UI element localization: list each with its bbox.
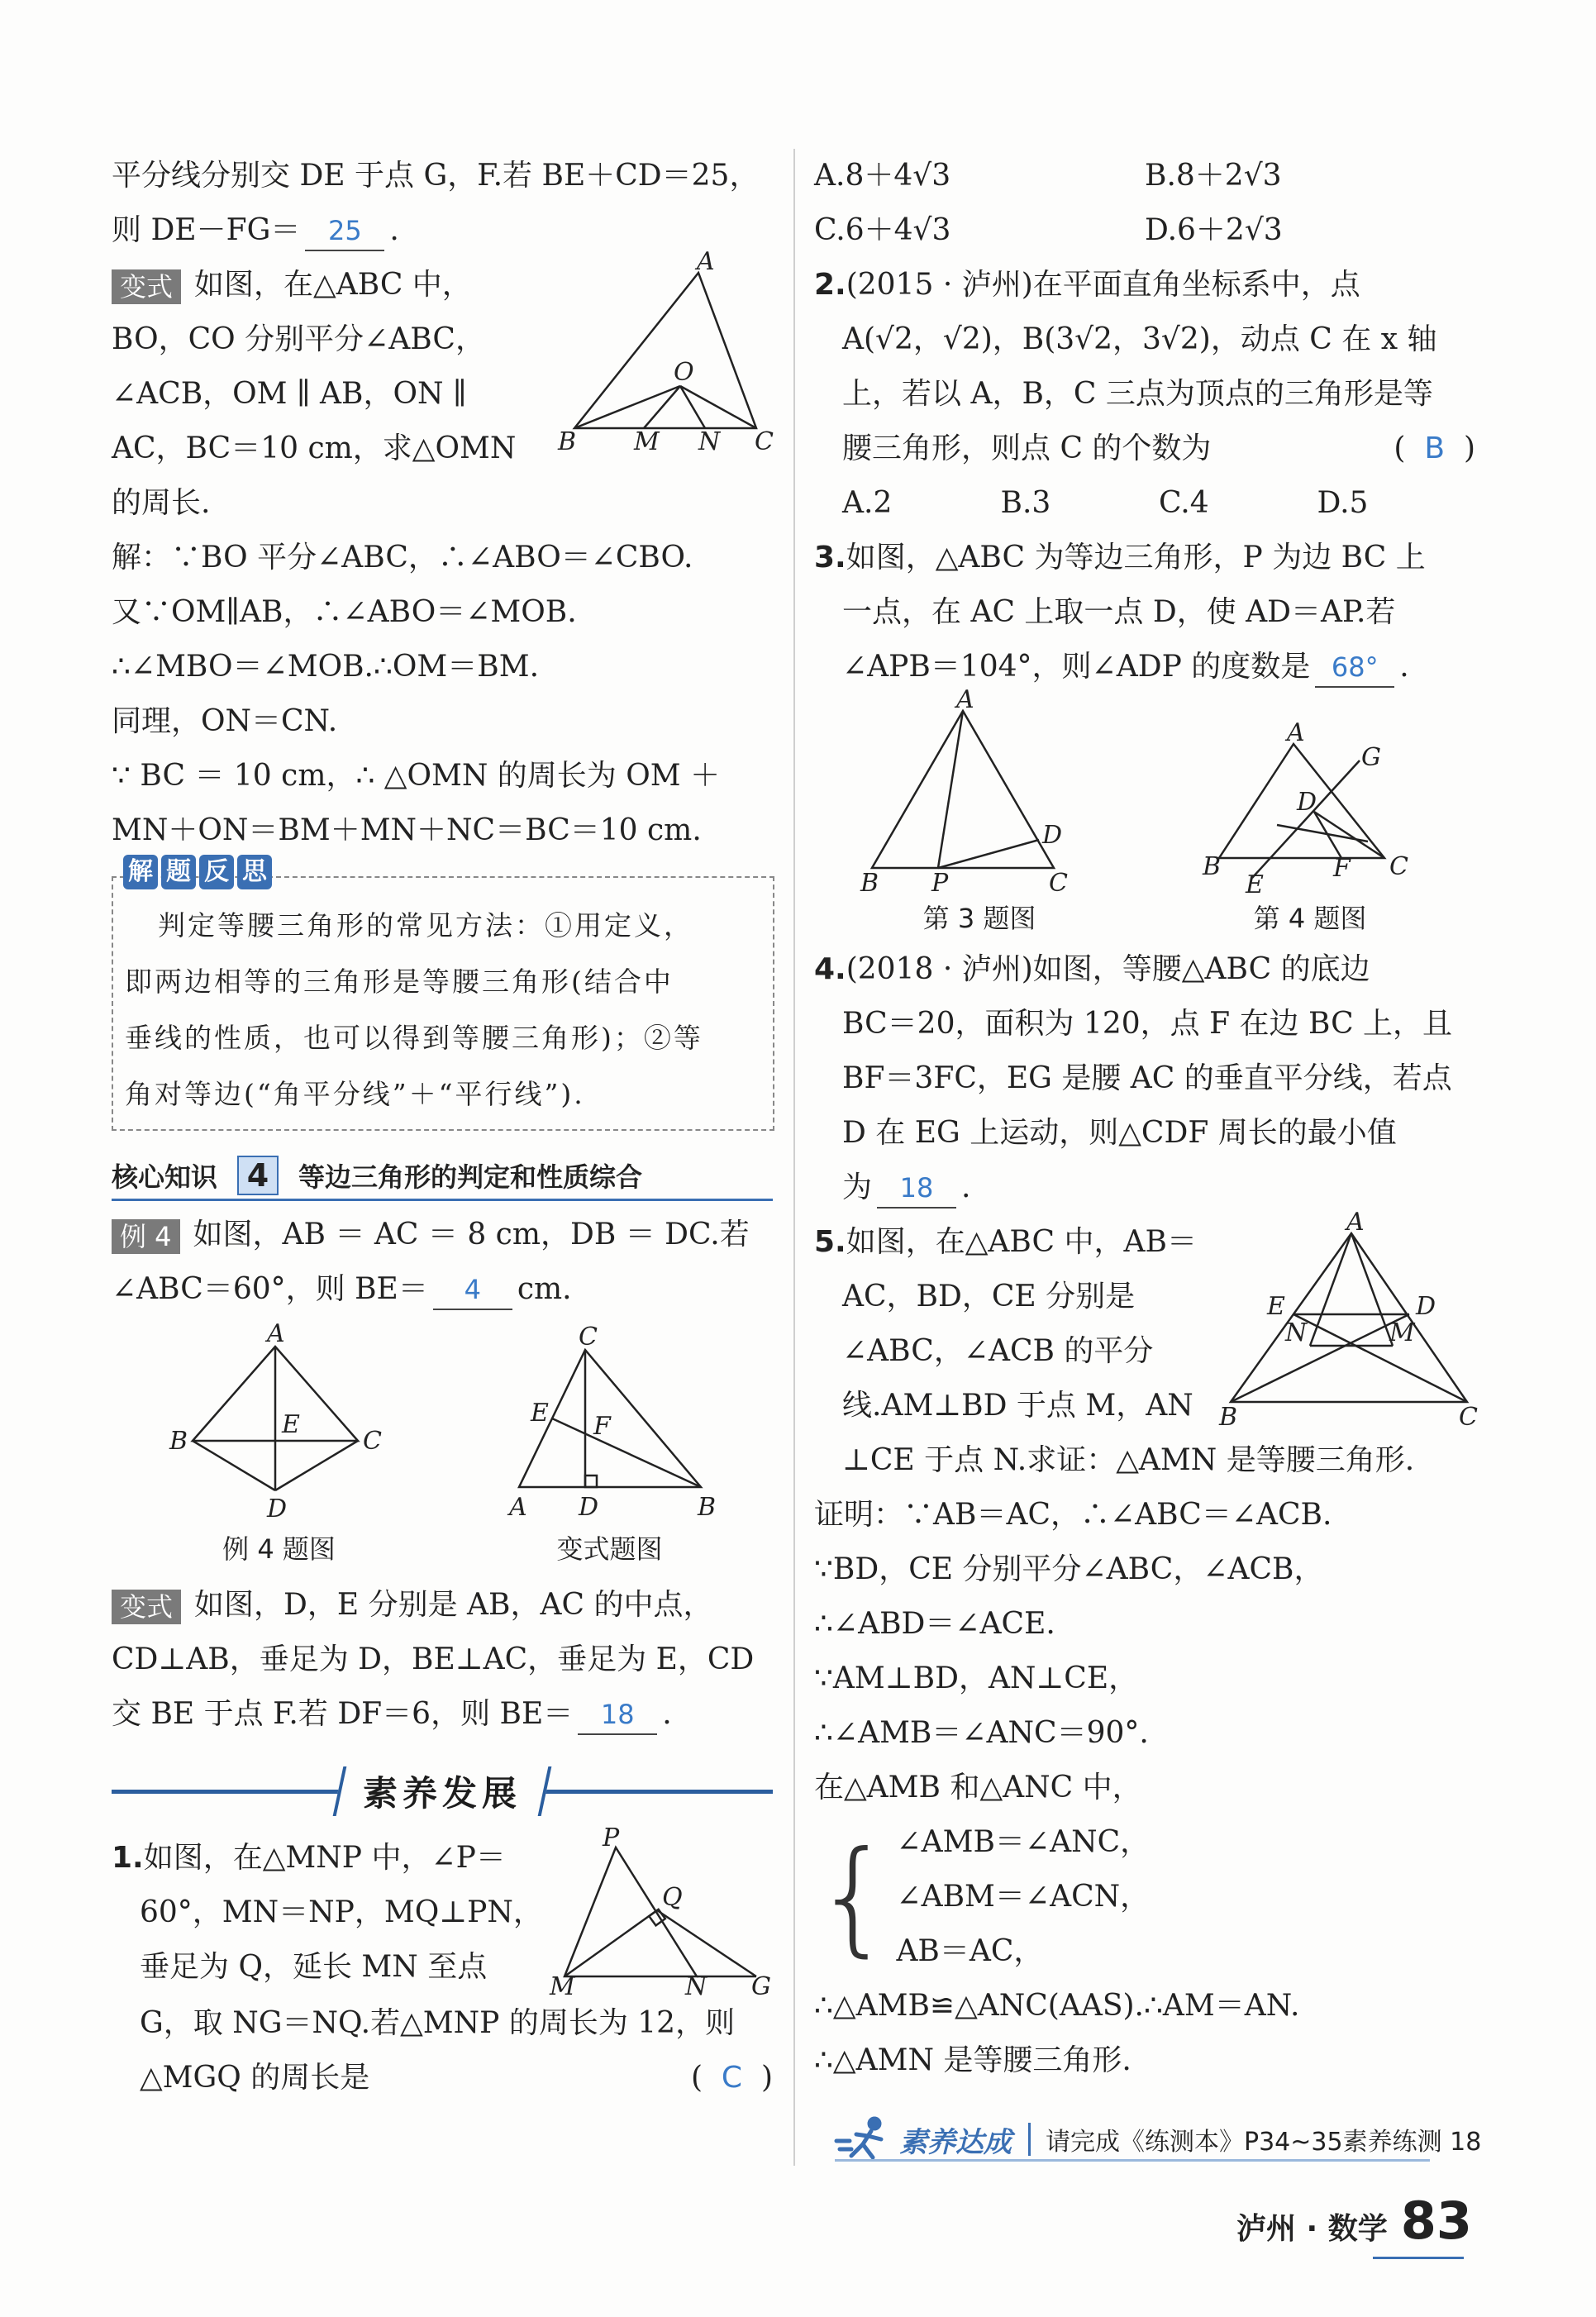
label-N: N xyxy=(698,427,721,456)
column-divider xyxy=(793,149,795,2166)
core-knowledge-header xyxy=(112,1152,773,1201)
option: D.6＋2√3 xyxy=(1145,213,1283,247)
page-footer xyxy=(1236,2191,1472,2251)
text-segment: ∠APB＝104°，则∠ADP 的度数是 xyxy=(842,650,1311,684)
proof-line: ∵BD，CE 分别平分∠ABC，∠ACB， xyxy=(814,1552,1324,1586)
label-B: B xyxy=(697,1493,716,1522)
figure-omn xyxy=(558,247,774,456)
label-C: C xyxy=(1389,852,1408,881)
banner-underline xyxy=(835,2159,1430,2162)
reflection-line: 即两边相等的三角形是等腰三角形(结合中 xyxy=(125,965,674,998)
text-segment: 如图，△ABC 为等边三角形，P 为边 BC 上 xyxy=(846,541,1426,574)
proof-line: ∴∠ABD＝∠ACE. xyxy=(814,1607,1055,1641)
banner-text: 请完成《练测本》P34~35素养练测 18 xyxy=(1046,2128,1482,2157)
figure-4 xyxy=(1186,718,1434,936)
system-line: ∠AMB＝∠ANC， xyxy=(896,1825,1151,1859)
reflection-line: 判定等腰三角形的常见方法：①用定义， xyxy=(158,909,693,942)
text-line xyxy=(112,1262,773,1317)
section-title-text: 素养发展 xyxy=(362,1773,522,1814)
page-number: 83 xyxy=(1400,2191,1472,2251)
option: C.4 xyxy=(1159,486,1209,520)
label-D: D xyxy=(1297,788,1317,817)
answer-blank: 68° xyxy=(1315,648,1394,688)
proof-line: 在△AMB 和△ANC 中， xyxy=(814,1771,1142,1804)
label-C: C xyxy=(1459,1403,1478,1432)
proof-line: ∵AM⊥BD，AN⊥CE， xyxy=(814,1661,1139,1695)
text-line xyxy=(814,640,1475,694)
text-line: ⊥CE 于点 N.求证：△AMN 是等腰三角形. xyxy=(842,1443,1415,1477)
label-D: D xyxy=(1416,1292,1436,1321)
proof-line: ∴△AMN 是等腰三角形. xyxy=(814,2043,1131,2077)
equation-system-lines xyxy=(896,1815,1150,1979)
text-line: AC，BD，CE 分别是 xyxy=(842,1280,1136,1313)
text-segment: 则 DE－FG＝ xyxy=(112,213,301,247)
text-segment: ∠ABC＝60°，则 BE＝ xyxy=(112,1272,428,1306)
answer-blank: 18 xyxy=(877,1169,956,1209)
banner-separator xyxy=(1028,2123,1031,2156)
question-number: 5. xyxy=(814,1225,846,1259)
text-segment: 腰三角形，则点 C 的个数为 xyxy=(842,431,1212,465)
label-M: M xyxy=(634,427,660,456)
system-line: ∠ABM＝∠ACN， xyxy=(896,1880,1151,1914)
text-line: A(√2，√2)，B(3√2，3√2)，动点 C 在 x 轴 xyxy=(842,322,1437,356)
figure-variant-svg xyxy=(503,1325,717,1523)
label-B: B xyxy=(1219,1403,1238,1432)
options-row xyxy=(814,203,1475,258)
text-segment: 如图，在△ABC 中， xyxy=(194,268,472,302)
label-P: P xyxy=(931,869,949,898)
core-number: 4 xyxy=(237,1156,279,1195)
label-Q: Q xyxy=(662,1883,683,1912)
figure-5 xyxy=(1219,1208,1478,1432)
label-C: C xyxy=(1049,869,1068,898)
left-column xyxy=(112,149,773,2105)
literacy-banner xyxy=(835,2116,1481,2162)
answer-choice: B xyxy=(1424,431,1446,465)
system-line: AB＝AC， xyxy=(896,1934,1044,1968)
variant-1-text xyxy=(112,258,516,531)
text-segment: cm. xyxy=(517,1272,572,1306)
label-N: N xyxy=(685,1972,707,2001)
reflection-title xyxy=(123,855,272,889)
options-row xyxy=(814,476,1475,531)
text-line xyxy=(112,258,516,312)
label-G: G xyxy=(1361,743,1381,772)
label-D: D xyxy=(578,1493,598,1522)
text-segment: 如图，在△ABC 中，AB＝ xyxy=(846,1225,1197,1259)
label-F: F xyxy=(1333,854,1351,883)
text-line xyxy=(112,203,773,258)
label-C: C xyxy=(755,427,774,456)
question-number: 2. xyxy=(814,268,846,302)
text-line xyxy=(112,1687,773,1742)
figure-ex4-svg xyxy=(168,1319,391,1523)
question-number: 3. xyxy=(814,541,846,574)
variant-tag: 变式 xyxy=(112,1590,181,1624)
reflection-line: 角对等边(“角平分线”＋“平行线”). xyxy=(125,1078,585,1110)
text-segment: 如图，D，E 分别是 AB，AC 的中点， xyxy=(194,1588,713,1622)
reflection-title-char: 反 xyxy=(199,855,234,889)
figure-3-svg xyxy=(855,685,1103,898)
text-segment: 如图，AB ＝ AC ＝ 8 cm，DB ＝ DC.若 xyxy=(193,1218,750,1251)
label-A: A xyxy=(266,1319,285,1348)
text-line: 的周长. xyxy=(112,486,211,520)
reflection-line: 垂线的性质，也可以得到等腰三角形)；②等 xyxy=(125,1022,703,1054)
question-5-text xyxy=(814,1215,1197,1433)
option: B.3 xyxy=(1000,486,1051,520)
label-A: A xyxy=(697,247,715,276)
core-title: 等边三角形的判定和性质综合 xyxy=(298,1161,643,1193)
label-B: B xyxy=(1203,852,1222,881)
reflection-title-char: 思 xyxy=(237,855,272,889)
label-E: E xyxy=(1246,870,1264,899)
text-segment: . xyxy=(961,1170,971,1204)
label-N: N xyxy=(1285,1318,1308,1347)
text-line xyxy=(112,1831,543,1886)
text-line: BO，CO 分别平分∠ABC， xyxy=(112,322,485,356)
text-line: CD⊥AB，垂足为 D，BE⊥AC，垂足为 E，CD xyxy=(112,1642,755,1676)
option: C.6＋4√3 xyxy=(814,213,951,247)
label-A: A xyxy=(956,685,974,714)
section-title xyxy=(333,1766,552,1816)
options-row xyxy=(814,149,1475,203)
option: B.8＋2√3 xyxy=(1145,159,1282,193)
text-line: AC，BC＝10 cm，求△OMN xyxy=(112,431,517,465)
text-line: 一点，在 AC 上取一点 D，使 AD＝AP.若 xyxy=(842,595,1396,629)
answer-choice: C xyxy=(721,2061,743,2095)
text-line xyxy=(814,1215,1197,1270)
solution-line: ∵ BC ＝ 10 cm，∴ △OMN 的周长为 OM ＋ xyxy=(112,759,721,793)
text-line: 平分线分别交 DE 于点 G，F.若 BE＋CD＝25， xyxy=(112,159,760,193)
proof-line: ∴∠AMB＝∠ANC＝90°. xyxy=(814,1716,1149,1750)
text-line xyxy=(814,258,1475,312)
figure-3 xyxy=(855,685,1103,936)
text-line xyxy=(814,422,1475,476)
text-segment: . xyxy=(389,213,399,247)
label-E: E xyxy=(1267,1292,1285,1321)
solution-line: 解：∵BO 平分∠ABC，∴∠ABO＝∠CBO. xyxy=(112,541,693,574)
label-C: C xyxy=(578,1323,598,1352)
label-P: P xyxy=(603,1824,620,1852)
option: A.2 xyxy=(842,486,893,520)
question-1-text xyxy=(112,1831,543,1995)
label-B: B xyxy=(558,427,577,456)
label-D: D xyxy=(266,1495,287,1523)
subject-label: 泸州 · 数学 xyxy=(1236,2212,1388,2246)
figure-caption: 变式题图 xyxy=(556,1533,663,1565)
solution-line: 又∵OM∥AB，∴∠ABO＝∠MOB. xyxy=(112,595,577,629)
label-C: C xyxy=(362,1427,382,1456)
option: D.5 xyxy=(1317,486,1369,520)
text-segment: 交 BE 于点 F.若 DF＝6，则 BE＝ xyxy=(112,1697,574,1731)
runner-icon xyxy=(835,2116,893,2162)
answer-paren: ( C ) xyxy=(690,2061,773,2095)
question-number: 1. xyxy=(112,1841,144,1875)
figure-row xyxy=(112,1319,773,1566)
label-M: M xyxy=(550,1972,575,2001)
text-segment: △MGQ 的周长是 xyxy=(140,2061,370,2095)
left-brace: { xyxy=(814,1825,893,1969)
banner-title: 素养达成 xyxy=(899,2125,1012,2159)
text-line xyxy=(112,1578,773,1633)
label-D: D xyxy=(1042,821,1063,850)
page-number-underline xyxy=(1373,2257,1464,2259)
figure-caption: 例 4 题图 xyxy=(222,1533,336,1565)
right-column xyxy=(814,149,1478,2088)
proof-line: ∴△AMB≌△ANC(AAS).∴AM＝AN. xyxy=(814,1989,1300,2023)
text-line: 60°，MN＝NP，MQ⊥PN， xyxy=(140,1895,543,1929)
label-M: M xyxy=(1389,1318,1415,1347)
figure-variant xyxy=(503,1325,717,1566)
variant-tag: 变式 xyxy=(112,269,181,304)
reflection-title-char: 题 xyxy=(161,855,196,889)
option: A.8＋4√3 xyxy=(814,159,951,193)
example-tag: 例 4 xyxy=(112,1219,180,1254)
text-line xyxy=(814,1161,1475,1215)
label-E: E xyxy=(530,1399,549,1428)
text-line: D 在 EG 上运动，则△CDF 周长的最小值 xyxy=(842,1116,1397,1150)
text-line xyxy=(814,942,1475,997)
figure-caption: 第 3 题图 xyxy=(922,903,1036,934)
figure-mnp xyxy=(550,1824,773,2001)
figure-example-4 xyxy=(168,1319,391,1566)
answer-blank: 18 xyxy=(578,1695,657,1735)
equation-system xyxy=(814,1815,1475,1979)
text-line: BC＝20，面积为 120，点 F 在边 BC 上，且 xyxy=(842,1007,1453,1041)
text-segment: (2015 · 泸州)在平面直角坐标系中，点 xyxy=(846,268,1360,302)
text-line: 线.AM⊥BD 于点 M，AN xyxy=(842,1389,1193,1423)
figure-row xyxy=(814,685,1475,936)
figure-4-svg xyxy=(1186,718,1434,899)
reflection-box xyxy=(112,857,774,1131)
label-O: O xyxy=(674,358,694,387)
text-line: BF＝3FC，EG 是腰 AC 的垂直平分线，若点 xyxy=(842,1061,1452,1095)
text-segment: . xyxy=(1399,650,1409,684)
text-segment: (2018 · 泸州)如图，等腰△ABC 的底边 xyxy=(846,952,1370,986)
answer-blank: 4 xyxy=(433,1271,512,1310)
label-A: A xyxy=(1287,718,1305,747)
text-segment: . xyxy=(662,1697,672,1731)
proof-line: 证明：∵AB＝AC，∴∠ABC＝∠ACB. xyxy=(814,1498,1332,1532)
solution-line: MN＋ON＝BM＋MN＋NC＝BC＝10 cm. xyxy=(112,813,702,847)
label-G: G xyxy=(751,1972,771,2001)
figure-caption: 第 4 题图 xyxy=(1253,903,1367,934)
text-segment: 如图，在△MNP 中，∠P＝ xyxy=(143,1841,506,1875)
answer-blank: 25 xyxy=(305,212,384,251)
core-label: 核心知识 xyxy=(112,1161,218,1193)
text-line: 上，若以 A，B，C 三点为顶点的三角形是等 xyxy=(842,377,1433,411)
section-banner xyxy=(112,1766,773,1816)
label-A: A xyxy=(1346,1208,1365,1237)
label-B: B xyxy=(169,1427,188,1456)
text-segment: 为 xyxy=(842,1170,873,1204)
answer-paren: ( B ) xyxy=(1394,431,1475,465)
text-line: G，取 NG＝NQ.若△MNP 的周长为 12，则 xyxy=(140,2006,736,2040)
label-B: B xyxy=(860,869,879,898)
text-line: 垂足为 Q，延长 MN 至点 xyxy=(140,1950,488,1984)
question-5 xyxy=(814,1208,1478,1433)
label-E: E xyxy=(281,1410,300,1439)
text-line: ∠ACB，OM ∥ AB，ON ∥ xyxy=(112,377,467,411)
text-line xyxy=(112,1208,773,1262)
question-number: 4. xyxy=(814,952,846,986)
reflection-title-char: 解 xyxy=(123,855,158,889)
text-line xyxy=(112,2051,773,2105)
variant-1 xyxy=(112,247,774,531)
question-1 xyxy=(112,1824,773,2001)
text-line xyxy=(814,531,1475,585)
solution-line: ∴∠MBO＝∠MOB.∴OM＝BM. xyxy=(112,650,540,684)
label-F: F xyxy=(593,1412,611,1441)
text-line: ∠ABC，∠ACB 的平分 xyxy=(842,1334,1154,1368)
solution-line: 同理，ON＝CN. xyxy=(112,704,338,738)
label-A: A xyxy=(508,1493,527,1522)
